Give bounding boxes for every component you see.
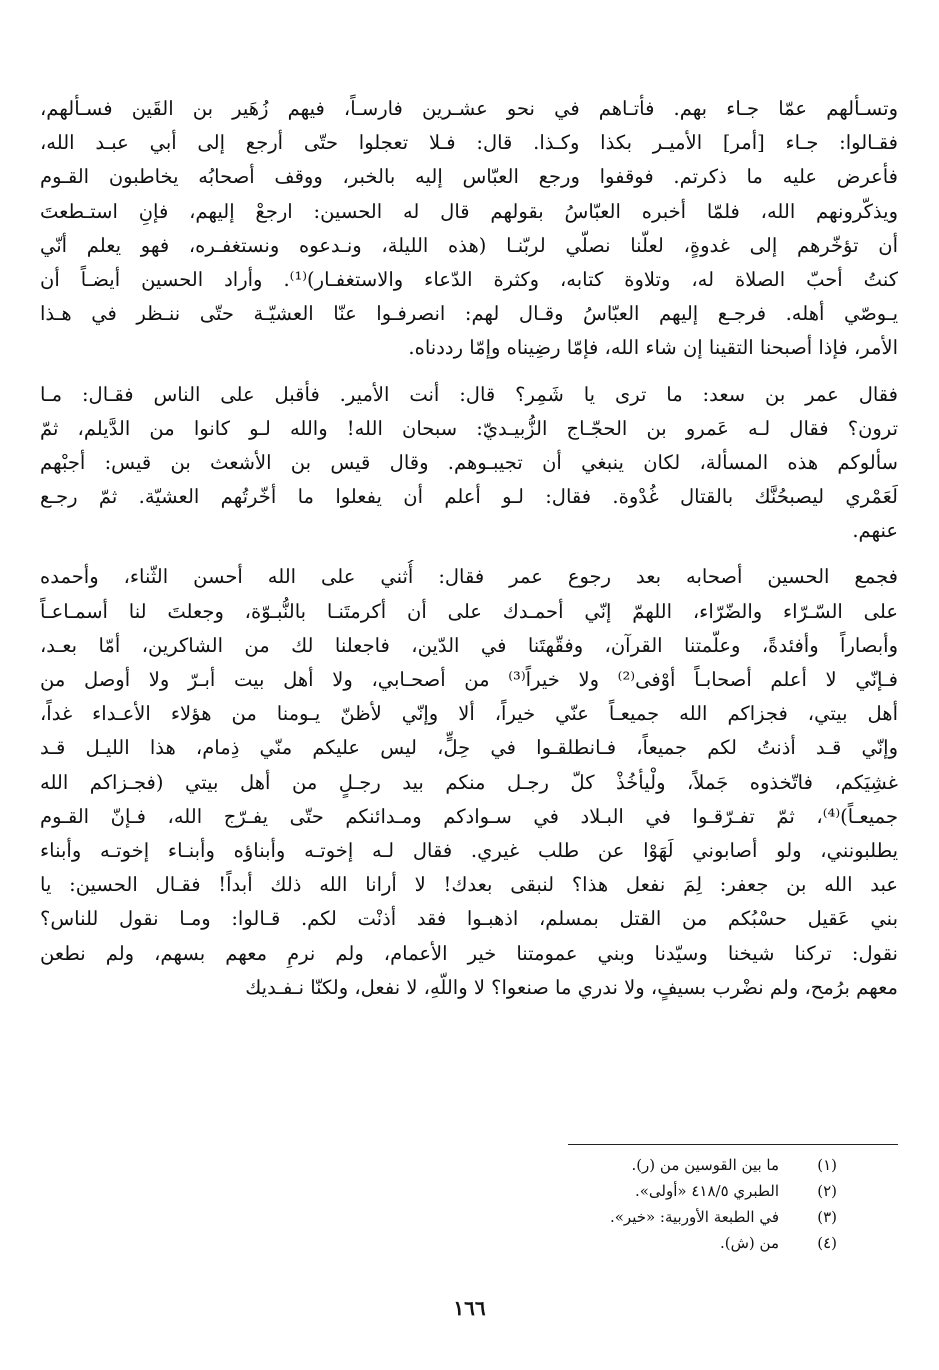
text-line: ترون؟ فقال لـه عَمرو بن الحجّـاج الزُّبيـديّ: سبحان الله! والله لـو كانوا من الدَّيلم، ثمّ [40,416,898,440]
text-line: عنهم. [852,519,898,543]
text-line: عبد الله بن جعفر: لِمَ نفعل هذا؟ لنبقى بعدك! لا أرانا الله ذلك أبداً! فقـال الحسين: يا [40,873,898,897]
text-line: وتسـألهم عمّا جـاء بهم. فأتـاهم في نحو عشـرين فارسـاً، فيهم زُهَير بن القَين فسـألهم، [40,97,898,120]
text-line: فأعرض عليه ما ذكرتم. فوقفوا ورجع العبّاس إليه بالخبر، ووقف أصحابُه يخاطبون القـوم [40,165,898,189]
text-line: وإنّي قـد أذنتُ لكم جميعاً، فـانطلقـوا في حِلٍّ، ليس عليكم منّي ذِمام، هذا الليـل قـد [40,736,898,760]
text-line: يـوصّي أهله. فرجـع إليهم العبّاسُ وقـال لهم: انصرفـوا عنّا العشيّـة حتّى ننـظر في هـذا [40,302,898,326]
footnote-divider [568,1144,898,1145]
footnote-number: (٢) [817,1182,837,1200]
footnote [337,1230,837,1256]
page-number: ١٦٦ [453,1296,486,1320]
text-line: سألوكم هذه المسألة، لكان ينبغي أن تجيبـوهم. وقال قيس بن الأشعث بن قيس: أجبْهم [40,450,898,474]
body-text [40,92,898,1017]
text-line: كنتُ أحبّ الصلاة له، وتلاوة كتابه، وكثرة الدّعاء والاستغفـار)⁽¹⁾. وأراد الحسين أيضـاً أن [40,267,898,291]
text-line: على السّـرّاء والضّرّاء، اللهمّ إنّي أحمـدك على أن أكرمتَنـا بالنُّبـوّة، وجعلتَ لنا أسمـاعـاً [40,599,898,623]
text-line: غشِيَكم، فاتّخذوه جَملاً، ولْيأخُذْ كلّ رجـل منكم بيد رجـلٍ من أهل بيتي (فجـزاكم الله [40,770,898,794]
text-line: جميعـاً)⁽⁴⁾، ثمّ تفـرّقـوا في البـلاد في سـوادكم ومـدائنكم حتّى يفـرّج الله، فـإنّ القـوم [40,804,898,828]
footnotes [337,1152,837,1256]
text-line: نقول: تركنا شيخنا وسيّدنا وبني عمومتنا خير الأعمام، ولم نرمِ معهم بسهم، ولم نطعن [40,941,898,965]
footnote-text: ما بين القوسين من (ر). [631,1156,779,1174]
paragraph [40,92,898,366]
footnote-number: (٣) [817,1208,837,1226]
text-line: أن تؤخّرهم إلى غدوةٍ، لعلّنا نصلّي لربّنـا (هذه الليلة، ونـدعوه ونستغفـره، فهو يعلم أنّي [40,233,898,257]
text-line: فجمع الحسين أصحابه بعد رجوع عمر فقال: أُثني على الله أحسن الثّناء، وأحمده [40,565,898,589]
footnote [337,1152,837,1178]
footnote [337,1204,837,1230]
footnote [337,1178,837,1204]
text-line: أهل بيتي، فجزاكم الله جميعـاً عنّي خيراً، ألا وإنّي لأظنّ يـومنا من هؤلاء الأعـداء غداً، [40,702,898,726]
paragraph [40,560,898,1004]
text-line: وأبصاراً وأفئدةً، وعلّمتنا القرآن، وفقّهتَنا في الدّين، فاجعلنا لك من الشاكرين، أمّا بعـد، [40,633,898,657]
text-line: ويذكّرونهم الله، فلمّا أخبره العبّاسُ بقولهم قال له الحسين: ارجعْ إليهم، فإنِ استـطعتَ [40,199,898,223]
text-line: الأمر، فإذا أصبحنا التقينا إن شاء الله، فإمّا رضِيناه وإمّا رددناه. [408,336,898,360]
footnote-text: الطبري ٤١٨/٥ «أولى». [634,1182,779,1200]
paragraph [40,378,898,549]
text-line: فقـالوا: جـاء [أمر] الأميـر بكذا وكـذا. قال: فـلا تعجلوا حتّى أرجع إلى أبي عبـد الله، [40,131,898,155]
footnote-number: (١) [817,1156,837,1174]
footnote-text: في الطبعة الأوربية: «خير». [609,1208,779,1226]
footnote-text: من (ش). [719,1234,779,1252]
text-line: بني عَقيل حسْبُكم من القتل بمسلم، اذهبـوا فقد أذنْت لكم. قـالوا: ومـا نقول للناس؟ [40,907,898,931]
text-line: يطلبونني، ولو أصابوني لَهَوْا عن طلب غيري. فقال لـه إخوتـه وأبناؤه وأبنـاء إخوتـه وأبناء [40,838,898,862]
text-line: معهم برُمح، ولم نضْرب بسيفٍ، ولا ندري ما صنعوا؟ لا واللّهِ، لا نفعل، ولكنّا نـفـديك [245,975,898,999]
text-line: لَعَمْري ليصبحُنَّك بالقتال غُدْوة. فقال: لـو أعلم أن يفعلوا ما أخّرتُهم العشيّة. ثمّ رجـع [40,485,898,509]
footnote-number: (٤) [817,1234,837,1252]
text-line: فـإنّي لا أعلم أصحابـاً أوْفى⁽²⁾ ولا خيراً⁽³⁾ من أصحـابي، ولا أهل بيت أبـرّ ولا أوصل من [40,668,898,691]
text-line: فقال عمر بن سعد: ما ترى يا شَمِر؟ قال: أنت الأمير. فأقبل على الناس فقـال: مـا [40,382,898,406]
